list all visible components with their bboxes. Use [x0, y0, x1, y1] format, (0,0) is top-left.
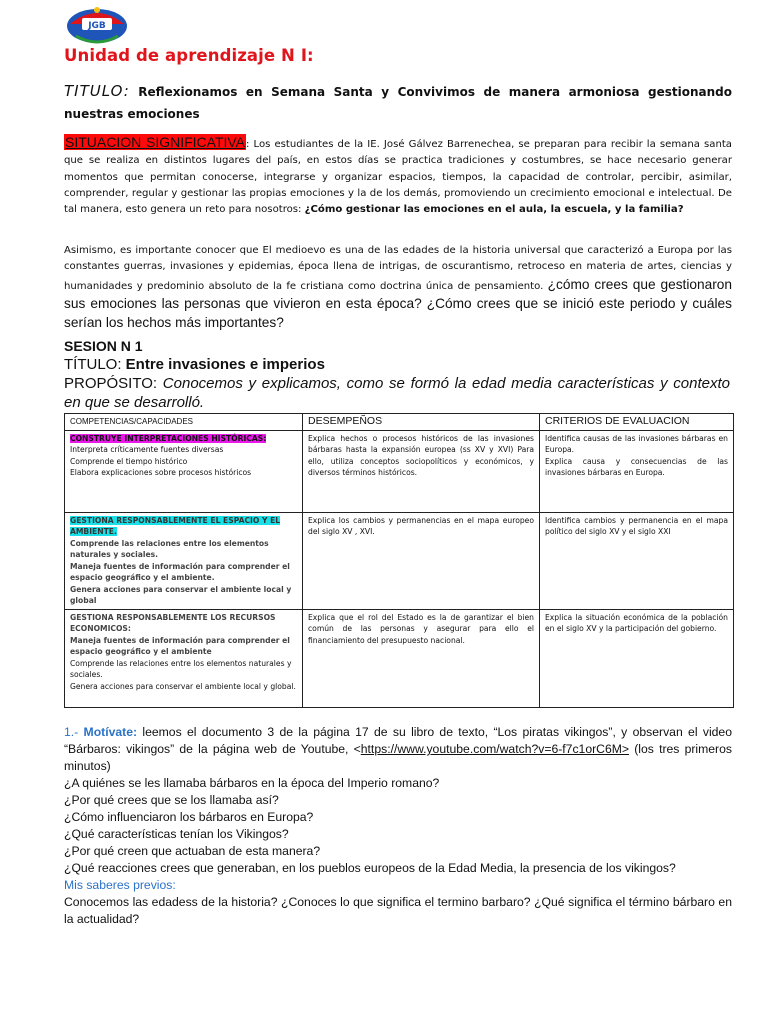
sesion-titulo: [64, 356, 325, 373]
titulo-text: Reflexionamos en Semana Santa y Convivimos de manera armoniosa gestionando nuestras emociones: [64, 85, 732, 121]
asimismo-text: Asimismo, es importante conocer que El medioevo es una de las edades de la historia universal que caracterizó a Europa por las constantes guerras, invasiones y epidemias, época llena de intrigas, de oscurantismo, retroceso en materia de artes, ciencias y humanidades y predominio absoluto de la fe cristiana como doctrina única de pensamiento.: [64, 245, 732, 292]
question-item: ¿Cómo influenciaron los bárbaros en Europa?: [64, 810, 314, 824]
criterio-cell: [540, 609, 734, 707]
header-competencias: COMPETENCIAS/CAPACIDADES: [65, 414, 303, 431]
question-item: ¿Qué reacciones crees que generaban, en los pueblos europeos de la Edad Media, la presencia de los vikingos?: [64, 861, 676, 875]
table-row: [65, 609, 734, 707]
criterio-cell: [540, 430, 734, 512]
school-crest-logo: [62, 2, 132, 46]
desempeno-cell: Explica que el rol del Estado es la de garantizar el bien común de las personas y asegurar para ello el financiamiento del presupuesto nacional.: [303, 609, 540, 707]
motivate-section: [64, 724, 732, 928]
asimismo-paragraph: [64, 243, 732, 333]
capacidad-item: Interpreta críticamente fuentes diversas: [70, 445, 224, 454]
criterio-item: Identifica cambios y permanencia en el mapa político del siglo XV y el siglo XXI: [545, 515, 728, 536]
competencia-label: GESTIONA RESPONSABLEMENTE LOS RECURSOS ECONOMICOS:: [70, 612, 276, 633]
header-desempenos: DESEMPEÑOS: [303, 414, 540, 431]
table-row: [65, 430, 734, 512]
motivate-lead: [64, 725, 137, 739]
capacidad-item: Comprende las relaciones entre los elementos naturales y sociales.: [70, 538, 269, 559]
proposito-label: PROPÓSITO:: [64, 375, 163, 392]
unit-title: Unidad de aprendizaje N I:: [64, 46, 314, 65]
asimismo-question: ¿cómo crees que gestionaron sus emociones las personas que vivieron en esta época? ¿Cómo crees que se inició este periodo y cuáles serían los hechos más importantes?: [64, 276, 732, 331]
motivate-number: 1.-: [64, 725, 84, 739]
competencia-cell: [65, 512, 303, 609]
question-item: ¿Por qué crees que se los llamaba así?: [64, 793, 279, 807]
sesion-title: SESION N 1: [64, 338, 143, 354]
capacidad-item: Genera acciones para conservar el ambiente local y global.: [70, 681, 296, 691]
capacidad-item: Comprende las relaciones entre los elementos naturales y sociales.: [70, 658, 292, 679]
competencias-table: [64, 413, 734, 708]
proposito: [64, 374, 730, 412]
table-header-row: [65, 414, 734, 431]
capacidad-item: Elabora explicaciones sobre procesos históricos: [70, 468, 252, 477]
situacion-question: ¿Cómo gestionar las emociones en el aula, la escuela, y la familia?: [304, 204, 684, 216]
criterio-item: Identifica causas de las invasiones bárbaras en Europa.: [545, 433, 728, 454]
saberes-previos-heading: Mis saberes previos:: [64, 878, 176, 892]
capacidad-item: Maneja fuentes de información para comprender el espacio geográfico y el ambiente.: [70, 561, 290, 582]
motivate-text-a: leemos el documento 3 de la página 17 de su libro de texto, “Los piratas vikingos”, y observan el video “Bárbaros: vikingos” de la página web de Youtube, <: [64, 725, 732, 756]
criterio-item: Explica la situación económica de la población en el siglo XV y la participación del gobierno.: [545, 612, 728, 633]
question-item: ¿Qué características tenían los Vikingos?: [64, 827, 289, 841]
titulo-block: [64, 80, 732, 125]
question-item: ¿A quiénes se les llamaba bárbaros en la época del Imperio romano?: [64, 776, 440, 790]
capacidad-item: Genera acciones para conservar el ambiente local y global: [70, 584, 292, 605]
situacion-label: SITUACION SIGNIFICATIVA: [65, 134, 246, 150]
saberes-previos-text: Conocemos las edadess de la historia? ¿Conoces lo que significa el termino barbaro? ¿Qué significa el término bárbaro en la actualidad?: [64, 895, 732, 926]
capacidad-item: Maneja fuentes de información para comprender el espacio geográfico y el ambiente: [70, 635, 290, 656]
motivate-intro: [64, 724, 732, 775]
desempeno-cell: Explica hechos o procesos históricos de las invasiones bárbaras hasta la expansión europea (ss XV y XVI) Para ello, utiliza conceptos sociopolíticos y económicos, y diversos términos históricos.: [303, 430, 540, 512]
competencia-label: GESTIONA RESPONSABLEMENTE EL ESPACIO Y EL AMBIENTE.: [70, 515, 281, 536]
motivate-text-b: (los tres primeros minutos): [64, 742, 732, 773]
svg-text:JGB: JGB: [88, 21, 106, 31]
sesion-titulo-text: Entre invasiones e imperios: [125, 356, 325, 373]
sesion-titulo-label: TÍTULO:: [64, 356, 126, 373]
capacidad-item: Comprende el tiempo histórico: [70, 456, 188, 466]
situacion-significativa: [64, 134, 732, 218]
desempeno-cell: Explica los cambios y permanencias en el mapa europeo del siglo XV , XVI.: [303, 512, 540, 609]
youtube-link[interactable]: https://www.youtube.com/watch?v=6-f7c1orC6M>: [360, 742, 630, 756]
competencia-cell: [65, 609, 303, 707]
question-item: ¿Por qué creen que actuaban de esta manera?: [64, 844, 321, 858]
criterio-cell: [540, 512, 734, 609]
motivate-label: Motívate:: [83, 725, 138, 739]
header-criterios: CRITERIOS DE EVALUACION: [540, 414, 734, 431]
competencia-label: CONSTRUYE INTERPRETACIONES HISTÓRICAS:: [70, 433, 267, 443]
competencia-cell: [65, 430, 303, 512]
titulo-label: TITULO:: [64, 82, 130, 100]
proposito-text: Conocemos y explicamos, como se formó la edad media características y contexto en que se desarrolló.: [64, 375, 730, 411]
situacion-text: : Los estudiantes de la IE. José Gálvez Barrenechea, se preparan para recibir la semana santa que se realiza en distintos lugares del país, en estos días se practica tradiciones y costumbres, se hace necesario generar momentos que permitan conocerse, integrarse y organizar espacios, tiempos, la capacidad de controlar, percibir, asimilar, comprender, regular y gestionar las propias emociones y la de los demás, promoviendo un crecimiento emocional e intelectual. De tal manera, esto genera un reto para nosotros:: [64, 139, 732, 216]
table-row: [65, 512, 734, 609]
criterio-item: Explica causa y consecuencias de las invasiones bárbaras en Europa.: [545, 456, 728, 477]
